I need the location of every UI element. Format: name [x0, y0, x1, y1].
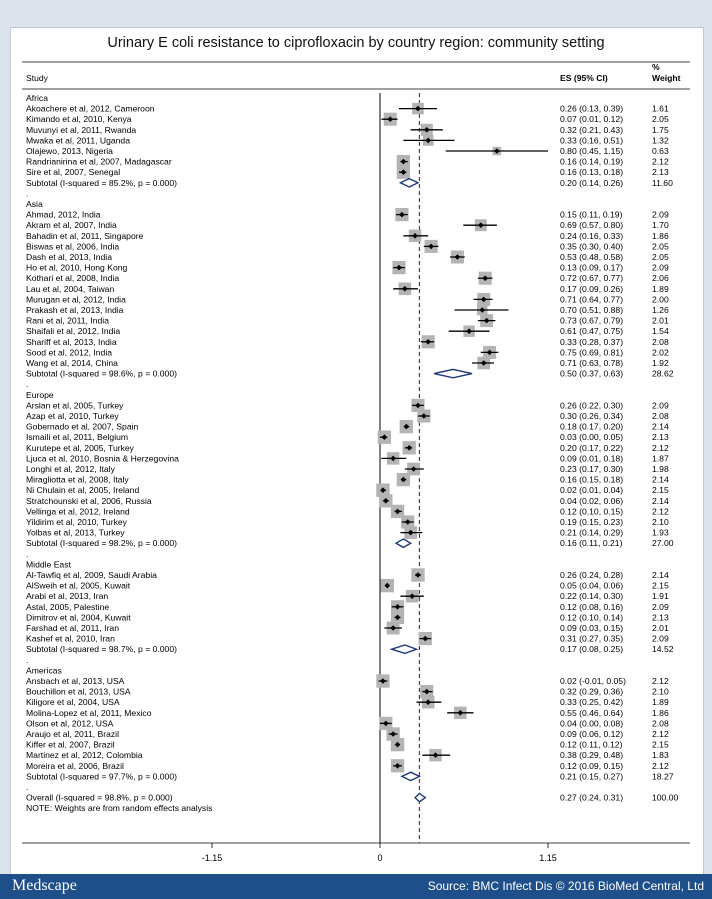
- overall-weight: 100.00: [652, 792, 679, 803]
- study-africa-5-weight: 0.63: [652, 146, 669, 156]
- study-europe-4-label: Ismaili et al, 2011, Belgium: [26, 432, 129, 443]
- study-asia-9-weight: 2.00: [652, 294, 669, 305]
- study-europe-5-label: Kurutepe et al, 2005, Turkey: [26, 442, 134, 453]
- subtotal-asia-weight: 28.62: [652, 368, 674, 379]
- overall-label: Overall (I-squared = 98.8%, p = 0.000): [26, 792, 173, 803]
- study-africa-1-es-ci: 0.26 (0.13, 0.39): [560, 103, 624, 114]
- subtotal-africa-label: Subtotal (I-squared = 85.2%, p = 0.000): [26, 177, 177, 188]
- study-europe-8-label: Miragliotta et al, 2008, Italy: [26, 474, 129, 485]
- study-americas-2-label: Bouchillon et al, 2013, USA: [26, 686, 131, 697]
- subtotal-europe-weight: 27.00: [652, 538, 674, 549]
- header-study: Study: [26, 73, 48, 83]
- x-tick-label-3: 1.15: [539, 853, 557, 863]
- header-weight-pct: %: [652, 62, 660, 72]
- study-middle-east-6-label: Farshad et al, 2011, Iran: [26, 623, 119, 633]
- study-europe-4-es-ci: 0.03 (0.00, 0.05): [560, 432, 624, 443]
- study-middle-east-2-weight: 2.15: [652, 580, 669, 591]
- x-tick-label-1: -1.15: [201, 853, 223, 863]
- study-africa-3-es-ci: 0.32 (0.21, 0.43): [560, 124, 624, 135]
- study-europe-2-label: Azap et al, 2010, Turkey: [26, 411, 119, 421]
- study-africa-4-es-ci: 0.33 (0.16, 0.51): [560, 135, 624, 146]
- subtotal-asia-diamond: [434, 369, 472, 377]
- study-europe-5-weight: 2.12: [652, 442, 669, 453]
- study-americas-4-es-ci: 0.55 (0.46, 0.64): [560, 707, 624, 718]
- study-asia-10-es-ci: 0.70 (0.51, 0.88): [560, 305, 624, 315]
- study-asia-3-es-ci: 0.24 (0.16, 0.33): [560, 230, 624, 241]
- study-europe-9-es-ci: 0.02 (0.01, 0.04): [560, 485, 624, 496]
- study-africa-5-label: Olajewo, 2013, Nigeria: [26, 146, 113, 156]
- study-americas-5-weight: 2.08: [652, 718, 669, 729]
- study-africa-4-weight: 1.32: [652, 135, 669, 146]
- footer-bar: [0, 874, 712, 899]
- study-asia-1-weight: 2.09: [652, 209, 669, 220]
- study-middle-east-4-weight: 2.09: [652, 601, 669, 612]
- subtotal-europe-es-ci: 0.16 (0.11, 0.21): [560, 538, 623, 549]
- study-asia-5-weight: 2.05: [652, 252, 669, 262]
- group-heading-asia: Asia: [26, 199, 43, 209]
- study-africa-4-label: Mwaka et al, 2011, Uganda: [26, 135, 130, 146]
- study-americas-1-weight: 2.12: [652, 676, 669, 686]
- study-africa-7-es-ci: 0.16 (0.13, 0.18): [560, 167, 624, 178]
- study-americas-3-label: Kiligore et al, 2004, USA: [26, 697, 120, 708]
- study-americas-5-label: Olson et al, 2012, USA: [26, 718, 114, 729]
- study-americas-4-label: Molina-Lopez et al, 2011, Mexico: [26, 707, 152, 718]
- study-middle-east-3-weight: 1.91: [652, 591, 669, 602]
- group-heading-europe: Europe: [26, 389, 54, 400]
- study-middle-east-2-label: AlSweih et al, 2005, Kuwait: [26, 580, 131, 591]
- group-heading-middle-east: Middle East: [26, 559, 71, 570]
- study-americas-7-label: Kiffer et al, 2007, Brazil: [26, 739, 115, 750]
- subtotal-asia-es-ci: 0.50 (0.37, 0.63): [560, 368, 624, 379]
- group-spacer-asia: .: [26, 379, 29, 390]
- subtotal-asia-label: Subtotal (I-squared = 98.6%, p = 0.000): [26, 368, 177, 379]
- subtotal-africa-diamond: [400, 179, 418, 187]
- study-asia-14-es-ci: 0.75 (0.69, 0.81): [560, 347, 624, 358]
- study-middle-east-1-weight: 2.14: [652, 570, 669, 580]
- study-europe-2-weight: 2.08: [652, 411, 669, 421]
- chart-title: Urinary E coli resistance to ciprofloxacin by country region: community setting: [107, 35, 605, 51]
- study-americas-8-weight: 1.83: [652, 750, 669, 761]
- study-americas-6-es-ci: 0.09 (0.06, 0.12): [560, 729, 624, 739]
- study-asia-10-label: Prakash et al, 2013, India: [26, 305, 124, 315]
- study-europe-10-es-ci: 0.04 (0.02, 0.06): [560, 495, 624, 506]
- study-asia-3-label: Bahadin et al, 2011, Singapore: [26, 230, 144, 241]
- study-africa-6-es-ci: 0.16 (0.14, 0.19): [560, 156, 624, 167]
- subtotal-americas-weight: 18.27: [652, 771, 674, 782]
- study-americas-3-weight: 1.89: [652, 697, 669, 708]
- study-middle-east-4-es-ci: 0.12 (0.08, 0.16): [560, 601, 624, 612]
- study-asia-7-weight: 2.06: [652, 273, 669, 284]
- source-credit: Source: BMC Infect Dis © 2016 BioMed Central, Ltd: [427, 879, 704, 893]
- study-americas-4-weight: 1.86: [652, 707, 669, 718]
- medscape-logo: Medscape: [12, 877, 77, 894]
- study-middle-east-7-es-ci: 0.31 (0.27, 0.35): [560, 633, 624, 644]
- study-asia-14-label: Sood et al, 2012, India: [26, 347, 113, 358]
- study-europe-6-label: Ljuca et al, 2010, Bosnia & Herzegovina: [26, 453, 179, 464]
- study-europe-13-es-ci: 0.21 (0.14, 0.29): [560, 527, 624, 538]
- study-middle-east-1-label: Al-Tawfiq et al, 2009, Saudi Arabia: [26, 570, 157, 580]
- study-americas-9-es-ci: 0.12 (0.09, 0.15): [560, 760, 624, 771]
- study-americas-8-label: Martinez et al, 2012, Colombia: [26, 750, 143, 761]
- subtotal-africa-weight: 11.60: [652, 177, 673, 188]
- subtotal-europe-diamond: [396, 539, 411, 547]
- study-asia-2-es-ci: 0.69 (0.57, 0.80): [560, 220, 624, 231]
- study-asia-12-es-ci: 0.61 (0.47, 0.75): [560, 326, 624, 337]
- group-heading-americas: Americas: [26, 665, 62, 676]
- study-europe-4-weight: 2.13: [652, 432, 669, 443]
- study-middle-east-3-es-ci: 0.22 (0.14, 0.30): [560, 591, 624, 602]
- study-asia-7-es-ci: 0.72 (0.67, 0.77): [560, 273, 624, 284]
- study-europe-8-es-ci: 0.16 (0.15, 0.18): [560, 474, 624, 485]
- study-asia-2-label: Akram et al, 2007, India: [26, 220, 117, 231]
- subtotal-middle-east-label: Subtotal (I-squared = 98.7%, p = 0.000): [26, 644, 177, 655]
- subtotal-africa-es-ci: 0.20 (0.14, 0.26): [560, 177, 624, 188]
- study-middle-east-4-label: Astal, 2005, Palestine: [26, 601, 110, 612]
- study-americas-1-es-ci: 0.02 (-0.01, 0.05): [560, 676, 626, 686]
- subtotal-europe-label: Subtotal (I-squared = 98.2%, p = 0.000): [26, 538, 177, 549]
- study-europe-7-label: Longhi et al, 2012, Italy: [26, 464, 115, 474]
- study-asia-8-label: Lau et al, 2004, Taiwan: [26, 283, 115, 294]
- study-asia-14-weight: 2.02: [652, 347, 669, 358]
- study-middle-east-5-es-ci: 0.12 (0.10, 0.14): [560, 612, 624, 623]
- subtotal-americas-es-ci: 0.21 (0.15, 0.27): [560, 771, 624, 782]
- study-africa-3-weight: 1.75: [652, 124, 669, 135]
- study-europe-10-weight: 2.14: [652, 495, 669, 506]
- group-spacer-europe: .: [26, 548, 29, 559]
- study-africa-2-weight: 2.05: [652, 114, 669, 125]
- study-africa-7-weight: 2.13: [652, 167, 669, 178]
- study-asia-1-label: Ahmad, 2012, India: [26, 209, 101, 220]
- study-africa-7-label: Sire et al, 2007, Senegal: [26, 167, 121, 178]
- study-asia-12-weight: 1.54: [652, 326, 669, 337]
- study-asia-15-label: Wang et al, 2014, China: [26, 358, 118, 368]
- study-middle-east-2-es-ci: 0.05 (0.04, 0.06): [560, 580, 624, 591]
- study-europe-10-label: Stratchounski et al, 2006, Russia: [26, 495, 152, 506]
- header-es: ES (95% CI): [560, 73, 608, 83]
- study-asia-15-weight: 1.92: [652, 358, 669, 368]
- overall-diamond: [415, 793, 425, 801]
- study-asia-9-label: Murugan et al, 2012, India: [26, 294, 126, 305]
- group-spacer-middle-east: .: [26, 654, 29, 665]
- subtotal-middle-east-weight: 14.52: [652, 644, 674, 655]
- study-africa-2-es-ci: 0.07 (0.01, 0.12): [560, 114, 624, 125]
- study-asia-4-label: Biswas et al, 2006, India: [26, 241, 120, 252]
- study-asia-4-es-ci: 0.35 (0.30, 0.40): [560, 241, 624, 252]
- study-europe-12-es-ci: 0.19 (0.15, 0.23): [560, 517, 624, 527]
- study-americas-9-label: Moreira et al, 2006, Brazil: [26, 760, 124, 771]
- study-europe-13-label: Yolbas et al, 2013, Turkey: [26, 527, 125, 538]
- study-asia-11-weight: 2.01: [652, 315, 669, 326]
- study-asia-11-label: Rani et al, 2011, India: [26, 315, 109, 326]
- study-asia-12-label: Shaifali et al, 2012, India: [26, 326, 121, 337]
- study-asia-15-es-ci: 0.71 (0.63, 0.78): [560, 358, 624, 368]
- subtotal-americas-label: Subtotal (I-squared = 97.7%, p = 0.000): [26, 771, 177, 782]
- study-europe-7-es-ci: 0.23 (0.17, 0.30): [560, 464, 624, 474]
- study-europe-3-es-ci: 0.18 (0.17, 0.20): [560, 421, 624, 432]
- study-europe-11-label: Vellinga et al, 2012, Ireland: [26, 506, 130, 517]
- study-americas-8-es-ci: 0.38 (0.29, 0.48): [560, 750, 624, 761]
- study-africa-2-label: Kimando et al, 2010, Kenya: [26, 114, 132, 125]
- study-asia-11-es-ci: 0.73 (0.67, 0.79): [560, 315, 624, 326]
- subtotal-americas-diamond: [402, 772, 420, 780]
- study-africa-6-label: Randrianirina et al, 2007, Madagascar: [26, 156, 172, 167]
- study-middle-east-3-label: Arabi et al, 2013, Iran: [26, 591, 109, 602]
- study-middle-east-7-label: Kashef et al, 2010, Iran: [26, 633, 115, 644]
- study-middle-east-1-es-ci: 0.26 (0.24, 0.28): [560, 570, 624, 580]
- study-europe-8-weight: 2.14: [652, 474, 669, 485]
- group-heading-africa: Africa: [26, 93, 48, 103]
- study-europe-1-es-ci: 0.26 (0.22, 0.30): [560, 400, 624, 411]
- study-asia-13-es-ci: 0.33 (0.28, 0.37): [560, 336, 624, 347]
- study-americas-2-weight: 2.10: [652, 686, 669, 697]
- study-africa-6-weight: 2.12: [652, 156, 669, 167]
- study-asia-8-es-ci: 0.17 (0.09, 0.26): [560, 283, 624, 294]
- study-americas-6-label: Araujo et al, 2011, Brazil: [26, 729, 119, 739]
- study-europe-7-weight: 1.98: [652, 464, 669, 474]
- weights-note: NOTE: Weights are from random effects analysis: [26, 803, 213, 814]
- study-middle-east-7-weight: 2.09: [652, 633, 669, 644]
- study-americas-5-es-ci: 0.04 (0.00, 0.08): [560, 718, 624, 729]
- study-asia-7-label: Kothari et al, 2008, India: [26, 273, 120, 284]
- study-americas-7-es-ci: 0.12 (0.11, 0.12): [560, 739, 623, 750]
- study-middle-east-5-weight: 2.13: [652, 612, 669, 623]
- study-asia-3-weight: 1.86: [652, 230, 669, 241]
- study-asia-6-label: Ho et al, 2010, Hong Kong: [26, 262, 128, 273]
- subtotal-middle-east-es-ci: 0.17 (0.08, 0.25): [560, 644, 624, 655]
- study-asia-5-es-ci: 0.53 (0.48, 0.58): [560, 252, 624, 262]
- study-europe-9-weight: 2.15: [652, 485, 669, 496]
- x-tick-label-2: 0: [377, 853, 383, 863]
- study-asia-6-weight: 2.09: [652, 262, 669, 273]
- study-asia-13-weight: 2.08: [652, 336, 669, 347]
- study-europe-11-weight: 2.12: [652, 506, 669, 517]
- study-europe-6-weight: 1.87: [652, 453, 669, 464]
- study-africa-5-es-ci: 0.80 (0.45, 1.15): [560, 146, 624, 156]
- study-asia-2-weight: 1.70: [652, 220, 669, 231]
- study-americas-7-weight: 2.15: [652, 739, 669, 750]
- study-middle-east-5-label: Dimitrov et al, 2004, Kuwait: [26, 612, 131, 623]
- header-weight: Weight: [652, 73, 681, 83]
- subtotal-middle-east-diamond: [392, 645, 417, 653]
- study-americas-6-weight: 2.12: [652, 729, 669, 739]
- study-europe-1-weight: 2.09: [652, 400, 669, 411]
- study-asia-4-weight: 2.05: [652, 241, 669, 252]
- study-asia-13-label: Shariff et al, 2013, India: [26, 336, 117, 347]
- study-asia-8-weight: 1.89: [652, 283, 669, 294]
- study-europe-12-weight: 2.10: [652, 517, 669, 527]
- study-americas-3-es-ci: 0.33 (0.25, 0.42): [560, 697, 624, 708]
- study-asia-1-es-ci: 0.15 (0.11, 0.19): [560, 209, 623, 220]
- study-asia-5-label: Dash et al, 2013, India: [26, 252, 112, 262]
- study-europe-13-weight: 1.93: [652, 527, 669, 538]
- study-europe-11-es-ci: 0.12 (0.10, 0.15): [560, 506, 624, 517]
- study-europe-9-label: Ni Chulain et al, 2005, Ireland: [26, 485, 140, 496]
- study-europe-5-es-ci: 0.20 (0.17, 0.22): [560, 442, 624, 453]
- study-middle-east-6-es-ci: 0.09 (0.03, 0.15): [560, 623, 624, 633]
- study-africa-1-weight: 1.61: [652, 103, 669, 114]
- study-americas-1-label: Ansbach et al, 2013, USA: [26, 676, 125, 686]
- study-asia-9-es-ci: 0.71 (0.64, 0.77): [560, 294, 624, 305]
- study-europe-2-es-ci: 0.30 (0.26, 0.34): [560, 411, 624, 421]
- group-spacer-africa: .: [26, 188, 29, 199]
- study-americas-2-es-ci: 0.32 (0.29, 0.36): [560, 686, 624, 697]
- study-americas-9-weight: 2.12: [652, 760, 669, 771]
- study-middle-east-6-weight: 2.01: [652, 623, 669, 633]
- study-europe-6-es-ci: 0.09 (0.01, 0.18): [560, 453, 624, 464]
- overall-es-ci: 0.27 (0.24, 0.31): [560, 792, 624, 803]
- study-europe-12-label: Yildirim et al, 2010, Turkey: [26, 517, 127, 527]
- study-europe-3-weight: 2.14: [652, 421, 669, 432]
- study-europe-3-label: Gobernado et al, 2007, Spain: [26, 421, 139, 432]
- study-asia-10-weight: 1.26: [652, 305, 669, 315]
- study-africa-3-label: Muvunyi et al, 2011, Rwanda: [26, 124, 137, 135]
- study-africa-1-label: Akoachere et al, 2012, Cameroon: [26, 103, 155, 114]
- group-spacer-americas: .: [26, 782, 29, 792]
- study-europe-1-label: Arslan et al, 2005, Turkey: [26, 400, 124, 411]
- study-asia-6-es-ci: 0.13 (0.09, 0.17): [560, 262, 624, 273]
